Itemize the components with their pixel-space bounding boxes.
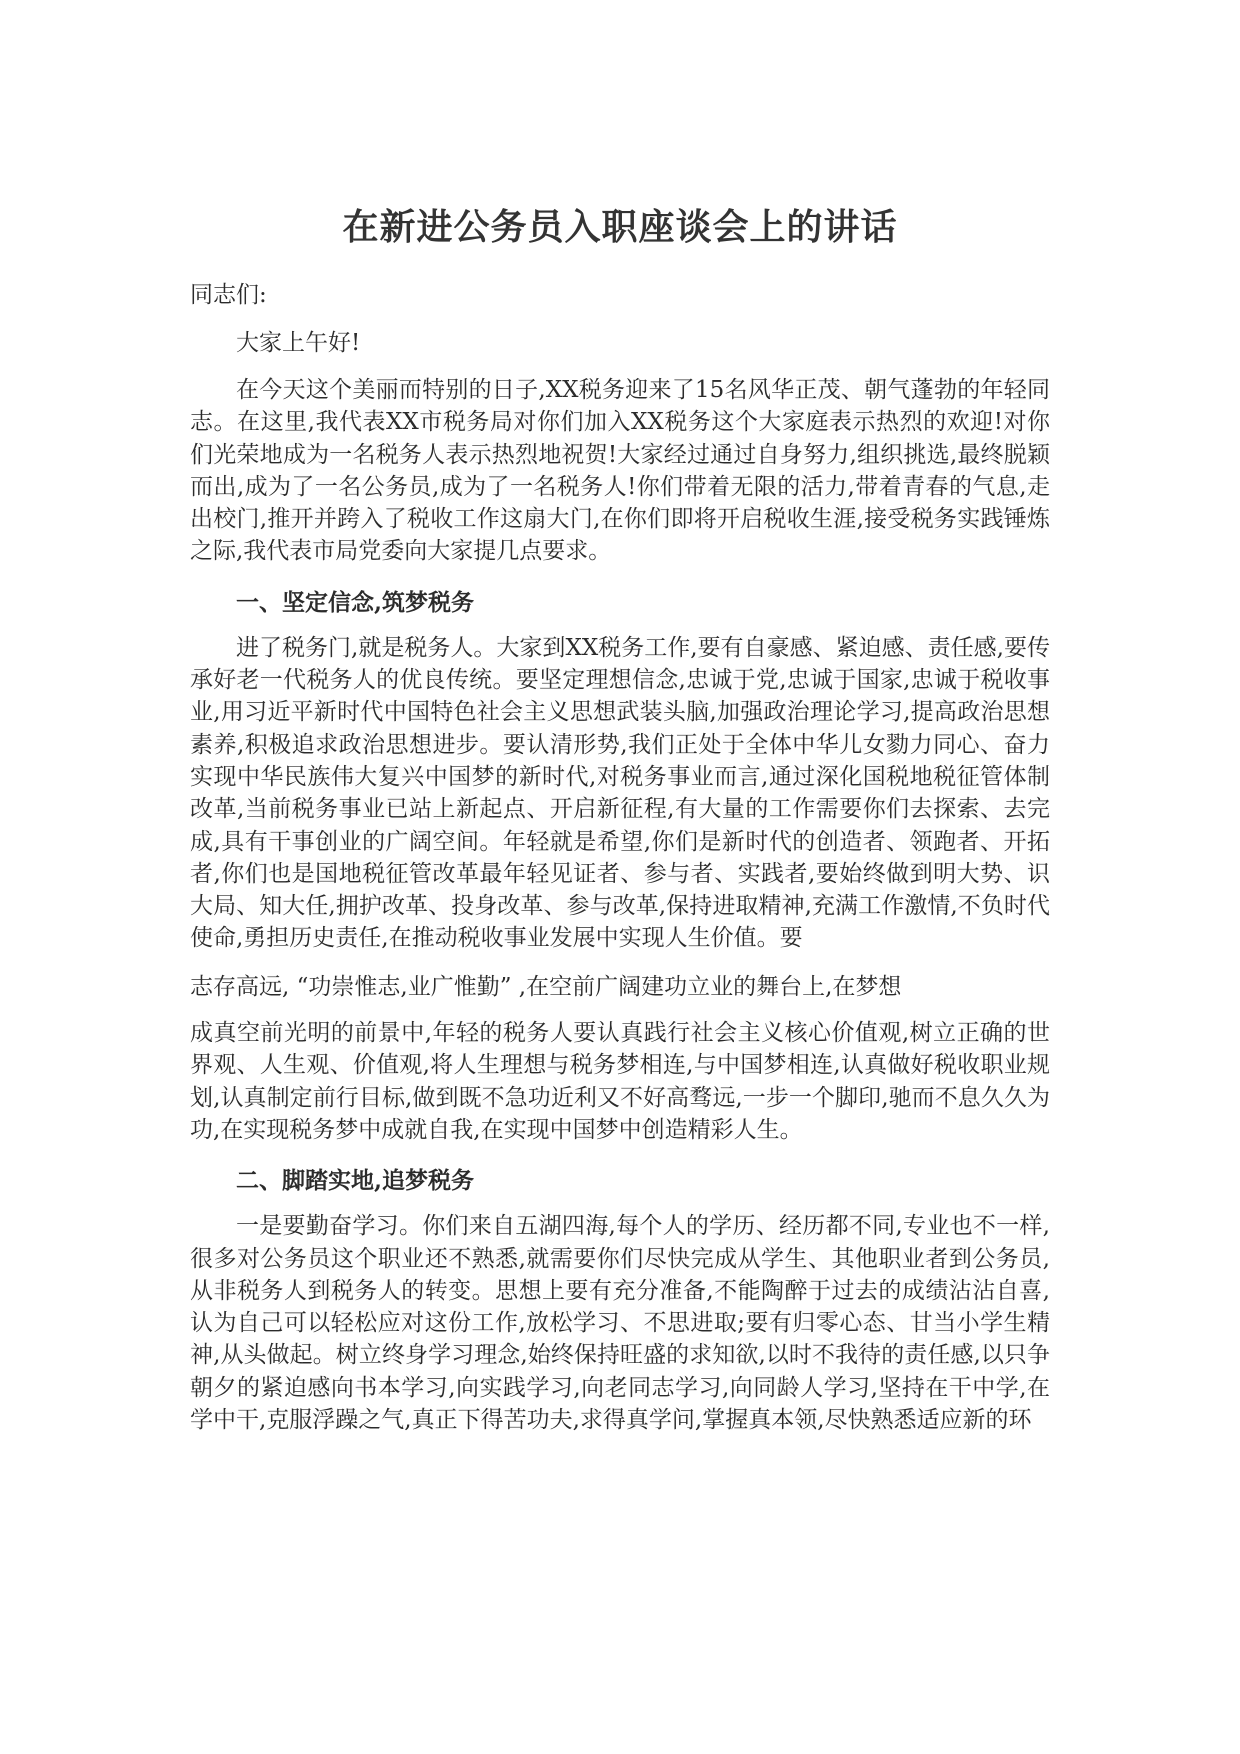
greeting: 大家上午好! (236, 330, 361, 356)
section-heading-1: 一、坚定信念,筑梦税务 (236, 588, 475, 616)
section1-paragraph-1: 进了税务门,就是税务人。大家到XX税务工作,要有自豪感、紧迫感、责任感,要传承好老一代税务人的优良传统。要坚定理想信念,忠诚于党,忠诚于国家,忠诚于税收事业,用习近平新时代中国特色社会主义思想武装头脑,加强政治理论学习,提高政治思想素养,积极追求政治思想进步。要认清形势,我们正处于全体中华儿女勠力同心、奋力实现中华民族伟大复兴中国梦的新时代,对税务事业而言,通过深化国税地税征管体制改革,当前税务事业已站上新起点、开启新征程,有大量的工作需要你们去探索、去完成,具有干事创业的广阔空间。年轻就是希望,你们是新时代的创造者、领跑者、开拓者,你们也是国地税征管改革最年轻见证者、参与者、实践者,要始终做到明大势、识大局、知大任,拥护改革、投身改革、参与改革,保持进取精神,充满工作激情,不负时代使命,勇担历史责任,在推动税收事业发展中实现人生价值。要 (190, 634, 1050, 952)
document-page (190, 200, 1050, 1452)
section1-paragraph-2: 成真空前光明的前景中,年轻的税务人要认真践行社会主义核心价值观,树立正确的世界观、人生观、价值观,将人生理想与税务梦相连,与中国梦相连,认真做好税收职业规划,认真制定前行目标,做到既不急功近利又不好高骛远,一步一个脚印,驰而不息久久为功,在实现税务梦中成就自我,在实现中国梦中创造精彩人生。 (190, 1020, 1050, 1143)
section-heading-2: 二、脚踏实地,追梦税务 (236, 1167, 475, 1195)
document-title: 在新进公务员入职座谈会上的讲话 (342, 206, 898, 248)
section2-paragraph-1: 一是要勤奋学习。你们来自五湖四海,每个人的学历、经历都不同,专业也不一样,很多对公务员这个职业还不熟悉,就需要你们尽快完成从学生、其他职业者到公务员,从非税务人到税务人的转变。思想上要有充分准备,不能陶醉于过去的成绩沾沾自喜,认为自己可以轻松应对这份工作,放松学习、不思进取;要有归零心态、甘当小学生精神,从头做起。树立终身学习理念,始终保持旺盛的求知欲,以时不我待的责任感,以只争朝夕的紧迫感向书本学习,向实践学习,向老同志学习,向同龄人学习,坚持在干中学,在学中干,克服浮躁之气,真正下得苦功夫,求得真学问,掌握真本领,尽快熟悉适应新的环 (190, 1213, 1050, 1434)
intro-paragraph: 在今天这个美丽而特别的日子,XX税务迎来了15名风华正茂、朝气蓬勃的年轻同志。在这里,我代表XX市税务局对你们加入XX税务这个大家庭表示热烈的欢迎!对你们光荣地成为一名税务人表示热烈地祝贺!大家经过通过自身努力,组织挑选,最终脱颖而出,成为了一名公务员,成为了一名税务人!你们带着无限的活力,带着青春的气息,走出校门,推开并跨入了税收工作这扇大门,在你们即将开启税收生涯,接受税务实践锤炼之际,我代表市局党委向大家提几点要求。 (190, 377, 1050, 565)
section1-line-quote: 志存高远, “功崇惟志,业广惟勤” ,在空前广阔建功立业的舞台上,在梦想 (190, 973, 902, 1000)
salutation: 同志们: (190, 282, 267, 308)
